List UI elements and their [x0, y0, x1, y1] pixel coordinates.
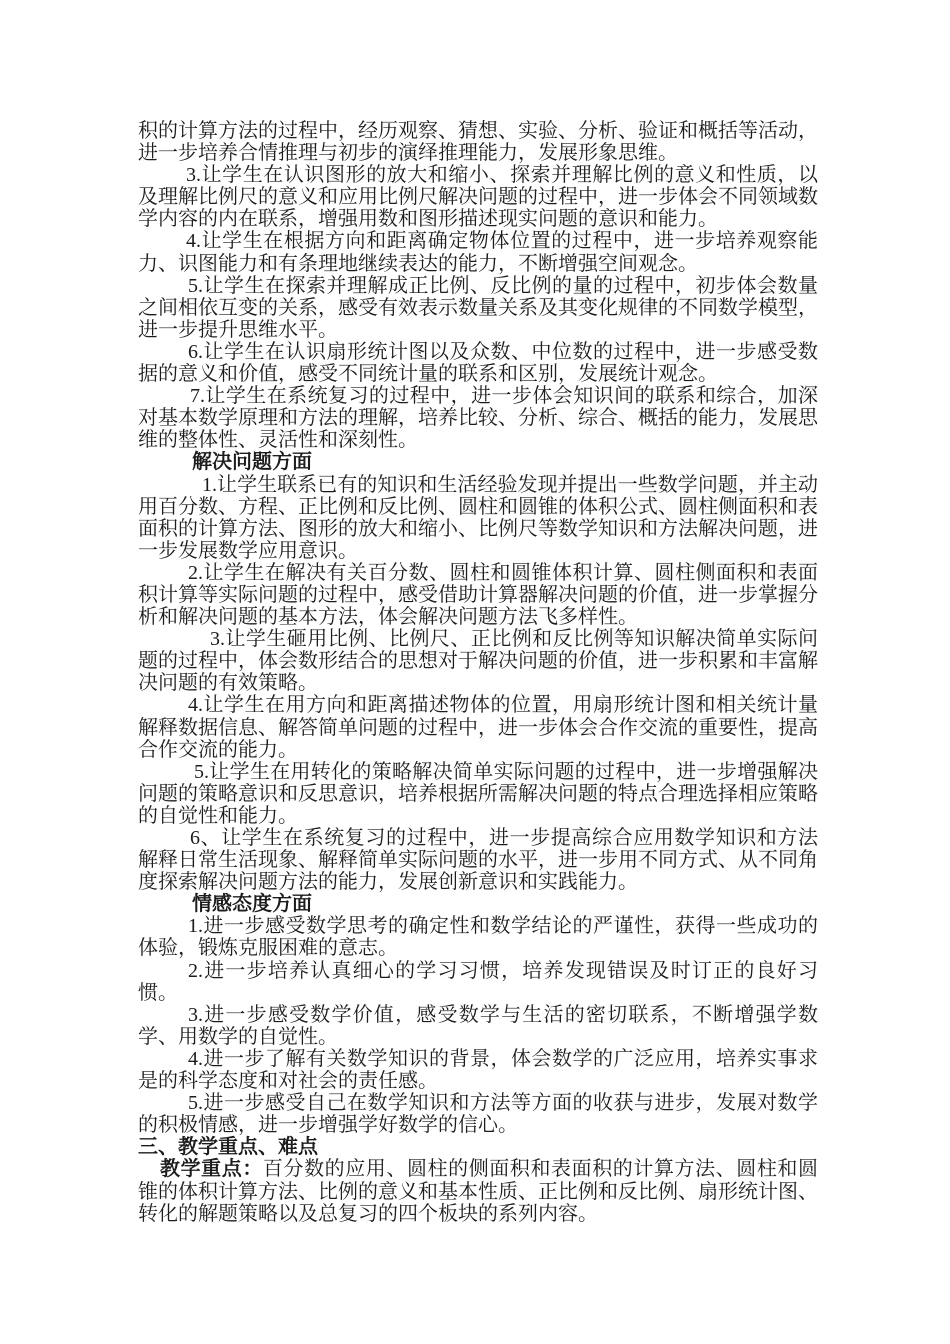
- objective-item-4: 4.让学生在根据方向和距离确定物体位置的过程中，进一步培养观察能力、识图能力和有条理地继续表达的能力，不断增强空间观念。: [138, 230, 818, 275]
- problem-solving-item-4: 4.让学生在用方向和距离描述物体的位置，用扇形统计图和相关统计量解释数据信息、解答简单问题的过程中，进一步体会合作交流的重要性，提高合作交流的能力。: [138, 694, 818, 761]
- affective-item-1: 1.进一步感受数学思考的确定性和数学结论的严谨性，获得一些成功的体验，锻炼克服困难的意志。: [138, 915, 818, 960]
- key-points-label: 教学重点：: [160, 1158, 263, 1181]
- section-heading-affective-attitude: 情感态度方面: [192, 893, 312, 916]
- chapter-heading-key-points: 三、教学重点、难点: [138, 1136, 318, 1159]
- key-points-text: 百分数的应用、圆柱的侧面积和表面积的计算方法、圆柱和圆锥的体积计算方法、比例的意义和基本性质、正比例和反比例、扇形统计图、转化的解题策略以及总复习的四个板块的系列内容。: [138, 1158, 819, 1225]
- continuation-paragraph: 积的计算方法的过程中，经历观察、猜想、实验、分析、验证和概括等活动，进一步培养合情推理与初步的演绎推理能力，发展形象思维。: [138, 120, 818, 165]
- objective-item-7: 7.让学生在系统复习的过程中，进一步体会知识间的联系和综合，加深对基本数学原理和方法的理解，培养比较、分析、综合、概括的能力，发展思维的整体性、灵活性和深刻性。: [138, 385, 818, 452]
- problem-solving-item-1: 1.让学生联系已有的知识和生活经验发现并提出一些数学问题，并主动用百分数、方程、正比例和反比例、圆柱和圆锥的体积公式、圆柱侧面积和表面积的计算方法、图形的放大和缩小、比例尺等数学知识和方法解决问题，进一步发展数学应用意识。: [138, 473, 818, 562]
- problem-solving-item-5: 5.让学生在用转化的策略解决简单实际问题的过程中，进一步增强解决问题的策略意识和反思意识，培养根据所需解决问题的特点合理选择相应策略的自觉性和能力。: [138, 760, 818, 827]
- problem-solving-item-3: 3.让学生砸用比例、比例尺、正比例和反比例等知识解决简单实际问题的过程中，体会数形结合的思想对于解决问题的价值，进一步积累和丰富解决问题的有效策略。: [138, 628, 818, 695]
- affective-item-5: 5.进一步感受自己在数学知识和方法等方面的收获与进步，发展对数学的积极情感，进一步增强学好数学的信心。: [138, 1092, 818, 1137]
- key-points-paragraph: [138, 1158, 818, 1224]
- objective-item-5: 5.让学生在探索并理解成正比例、反比例的量的过程中，初步体会数量之间相依互变的关系，感受有效表示数量关系及其变化规律的不同数学模型，进一步提升思维水平。: [138, 274, 818, 341]
- affective-item-4: 4.进一步了解有关数学知识的背景，体会数学的广泛应用，培养实事求是的科学态度和对社会的责任感。: [138, 1047, 818, 1093]
- document-text-block: [138, 120, 818, 1225]
- problem-solving-item-2: 2.让学生在解决有关百分数、圆柱和圆锥体积计算、圆柱侧面积和表面积计算等实际问题的过程中，感受借助计算器解决问题的价值，进一步掌握分析和解决问题的基本方法，体会解决问题方法飞多样性。: [138, 561, 818, 629]
- affective-item-3: 3.进一步感受数学价值，感受数学与生活的密切联系，不断增强学数学、用数学的自觉性。: [138, 1003, 818, 1048]
- objective-item-3: 3.让学生在认识图形的放大和缩小、探索并理解比例的意义和性质，以及理解比例尺的意义和应用比例尺解决问题的过程中，进一步体会不同领域数学内容的内在联系，增强用数和图形描述现实问题的意识和能力。: [138, 164, 818, 231]
- objective-item-6: 6.让学生在认识扇形统计图以及众数、中位数的过程中，进一步感受数据的意义和价值，感受不同统计量的联系和区别，发展统计观念。: [138, 340, 818, 386]
- problem-solving-item-6: 6、让学生在系统复习的过程中，进一步提高综合应用数学知识和方法解释日常生活现象、解释简单实际问题的水平，进一步用不同方式、从不同角度探索解决问题方法的能力，发展创新意识和实践能力。: [138, 827, 818, 894]
- section-heading-problem-solving: 解决问题方面: [192, 451, 312, 474]
- affective-item-2: 2.进一步培养认真细心的学习习惯，培养发现错误及时订正的良好习惯。: [138, 959, 818, 1004]
